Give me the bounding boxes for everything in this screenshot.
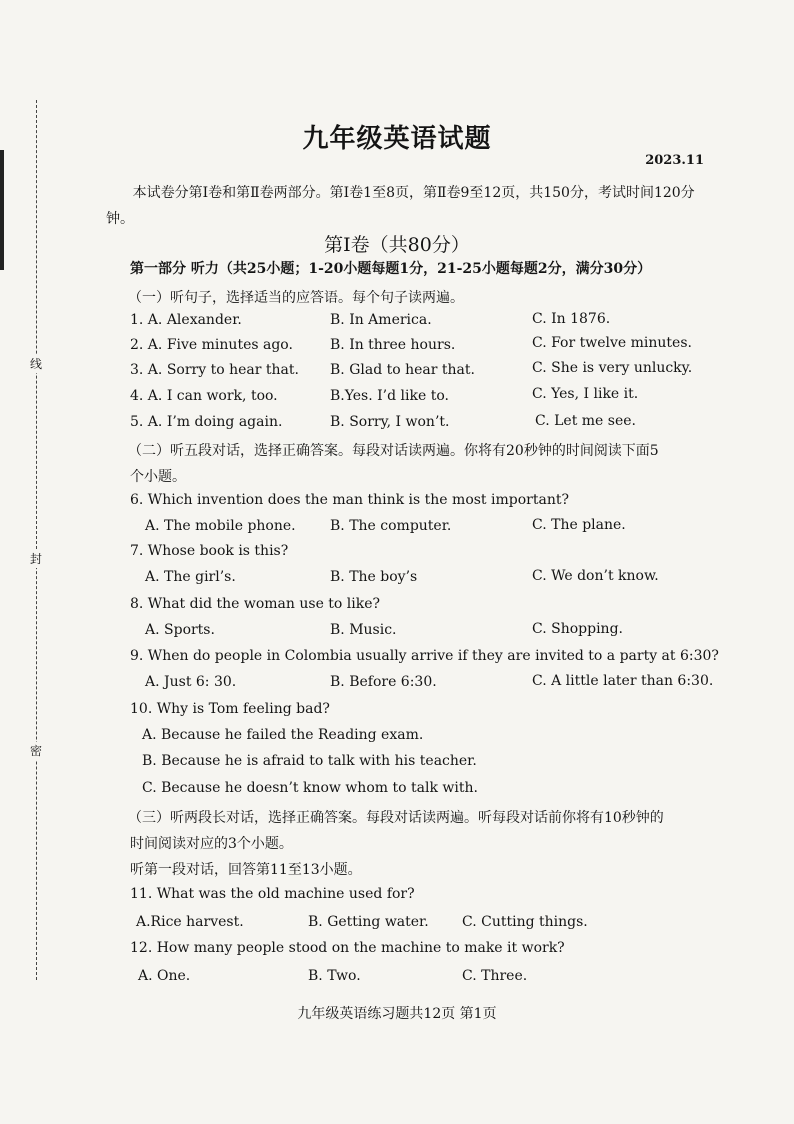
section-three-heading: （三）听两段长对话，选择正确答案。每段对话读两遍。听每段对话前你将有10秒钟的	[128, 810, 664, 826]
q8-option-c: C. Shopping.	[532, 621, 623, 637]
section-three-heading-cont: 时间阅读对应的3个小题。	[130, 836, 293, 852]
section-one-heading: （一）听句子，选择适当的应答语。每个句子读两遍。	[128, 290, 464, 306]
q12-option-c: C. Three.	[462, 968, 528, 984]
part-one-heading: 第一部分 听力（共25小题；1-20小题每题1分，21-25小题每题2分，满分30分）	[130, 261, 652, 277]
exam-instructions: 本试卷分第Ⅰ卷和第Ⅱ卷两部分。第Ⅰ卷1至8页，第Ⅱ卷9至12页，共150分，考试时间120分钟。	[106, 185, 695, 227]
page-title: 九年级英语试题	[302, 124, 492, 154]
q7-option-b: B. The boy’s	[330, 569, 418, 585]
q4-option-c: C. Yes, I like it.	[532, 386, 639, 402]
q8-option-a: A. Sports.	[145, 622, 215, 638]
q6-option-a: A. The mobile phone.	[145, 518, 296, 534]
q12-option-a: A. One.	[138, 968, 191, 984]
q11-option-a: A.Rice harvest.	[136, 914, 244, 930]
q10-option-a: A. Because he failed the Reading exam.	[142, 727, 424, 743]
q6-stem: 6. Which invention does the man think is the most important?	[130, 492, 569, 508]
q11-stem: 11. What was the old machine used for?	[130, 886, 415, 902]
exam-date: 2023.11	[645, 153, 704, 168]
q5-option-a: 5. A. I’m doing again.	[130, 414, 283, 430]
q3-option-b: B. Glad to hear that.	[330, 362, 475, 378]
binding-mark-xian: 线	[29, 357, 42, 371]
binding-mark-mi: 密	[29, 744, 42, 758]
q9-stem: 9. When do people in Colombia usually arrive if they are invited to a party at 6:30?	[130, 648, 719, 664]
q7-option-c: C. We don’t know.	[532, 568, 659, 584]
q3-option-a: 3. A. Sorry to hear that.	[130, 362, 299, 378]
q5-option-b: B. Sorry, I won’t.	[330, 414, 450, 430]
q2-option-b: B. In three hours.	[330, 337, 456, 353]
q7-stem: 7. Whose book is this?	[130, 543, 289, 559]
q9-option-a: A. Just 6: 30.	[145, 674, 237, 690]
q4-option-a: 4. A. I can work, too.	[130, 388, 278, 404]
q11-option-b: B. Getting water.	[308, 914, 429, 930]
q10-stem: 10. Why is Tom feeling bad?	[130, 701, 330, 717]
q9-option-c: C. A little later than 6:30.	[532, 673, 714, 689]
q5-option-c: C. Let me see.	[535, 413, 636, 429]
q6-option-b: B. The computer.	[330, 518, 452, 534]
q3-option-c: C. She is very unlucky.	[532, 360, 693, 376]
q1-option-a: 1. A. Alexander.	[130, 312, 242, 328]
q7-option-a: A. The girl’s.	[145, 569, 236, 585]
q9-option-b: B. Before 6:30.	[330, 674, 437, 690]
q10-option-b: B. Because he is afraid to talk with his teacher.	[142, 753, 477, 769]
q6-option-c: C. The plane.	[532, 517, 626, 533]
q2-option-a: 2. A. Five minutes ago.	[130, 337, 293, 353]
q4-option-b: B.Yes. I’d like to.	[330, 388, 449, 404]
section-two-heading: （二）听五段对话，选择正确答案。每段对话读两遍。你将有20秒钟的时间阅读下面5	[128, 443, 659, 459]
q2-option-c: C. For twelve minutes.	[532, 335, 692, 351]
volume-title: 第Ⅰ卷（共80分）	[324, 234, 470, 256]
q12-stem: 12. How many people stood on the machine to make it work?	[130, 940, 565, 956]
section-two-heading-cont: 个小题。	[130, 469, 186, 485]
binding-mark-feng: 封	[29, 552, 42, 566]
q1-option-c: C. In 1876.	[532, 311, 611, 327]
q8-option-b: B. Music.	[330, 622, 397, 638]
page-footer: 九年级英语练习题共12页 第1页	[297, 1006, 497, 1022]
q12-option-b: B. Two.	[308, 968, 361, 984]
q1-option-b: B. In America.	[330, 312, 432, 328]
q10-option-c: C. Because he doesn’t know whom to talk with.	[142, 780, 478, 796]
q11-option-c: C. Cutting things.	[462, 914, 588, 930]
dialogue-one-note: 听第一段对话，回答第11至13小题。	[130, 862, 362, 878]
q8-stem: 8. What did the woman use to like?	[130, 596, 381, 612]
